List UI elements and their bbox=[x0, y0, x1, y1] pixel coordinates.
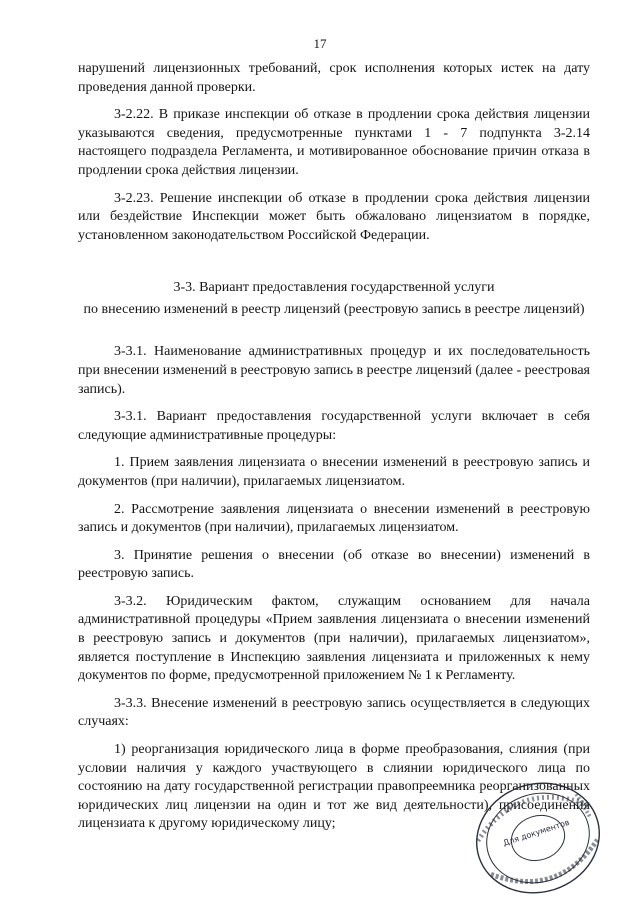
paragraph-3-2-22: 3-2.22. В приказе инспекции об отказе в продлении срока действия лицензии указываются сведения, предусмотренные пунктами 1 - 7 подпункта 3-2.14 настоящего подраздела Регламента, и мотивированное обоснование причин отказа в продлении срока действия лицензии. bbox=[78, 107, 590, 178]
list-item-case-1: 1) реорганизация юридического лица в форме преобразования, слияния (при условии наличия у каждого участвующего в слиянии юридического лица по состоянию на дату государственной регистрации правопреемника реорганизованных юридических лиц лицензии на один и тот же вид деятельности), присоединения лицензиата к другому юридическому лицу; bbox=[78, 742, 590, 832]
paragraph-3-3-1-variant: 3-3.1. Вариант предоставления государственной услуги включает в себя следующие административные процедуры: bbox=[78, 409, 590, 443]
list-item-procedure-2: 2. Рассмотрение заявления лицензиата о внесении изменений в реестровую запись и документов (при наличии), прилагаемых лицензиатом. bbox=[78, 501, 590, 536]
paragraph-3-3-1-name: 3-3.1. Наименование административных процедур и их последовательность при внесении изменений в реестровую запись в реестре лицензий (далее - реестровая запись). bbox=[78, 344, 590, 397]
official-seal-stamp bbox=[468, 778, 608, 898]
section-title bbox=[78, 277, 590, 321]
paragraph-3-3-2: 3-3.2. Юридическим фактом, служащим основанием для начала административной процедуры «Прием заявления лицензиата о внесении изменений в реестровую запись и документов (при наличии), прилагаемых лицензиатом», является поступление в Инспекцию заявления лицензиата и приложенных к нему документов по форме, предусмотренной приложением № 1 к Регламенту. bbox=[78, 593, 590, 684]
paragraph-3-2-23: 3-2.23. Решение инспекции об отказе в продлении срока действия лицензии или бездействие Инспекции может быть обжаловано лицензиатом в порядке, установленном законодательством Российской Федерации. bbox=[78, 190, 590, 243]
section-title-line-1: 3-3. Вариант предоставления государственной услуги bbox=[173, 280, 495, 296]
document-body bbox=[78, 60, 590, 843]
paragraph-continuation: нарушений лицензионных требований, срок исполнения которых истек на дату проведения данной проверки. bbox=[78, 61, 590, 95]
list-item-procedure-1: 1. Прием заявления лицензиата о внесении изменений в реестровую запись и документов (при наличии), прилагаемых лицензиатом. bbox=[78, 455, 590, 489]
section-title-line-2: по внесению изменений в реестр лицензий (реестровую запись в реестре лицензий) bbox=[83, 302, 585, 318]
stamp-center-text: Для документов bbox=[502, 817, 571, 848]
page-number: 17 bbox=[313, 36, 327, 51]
list-item-procedure-3: 3. Принятие решения о внесении (об отказе во внесении) изменений в реестровую запись. bbox=[78, 547, 590, 582]
paragraph-3-3-3: 3-3.3. Внесение изменений в реестровую запись осуществляется в следующих случаях: bbox=[78, 695, 590, 730]
